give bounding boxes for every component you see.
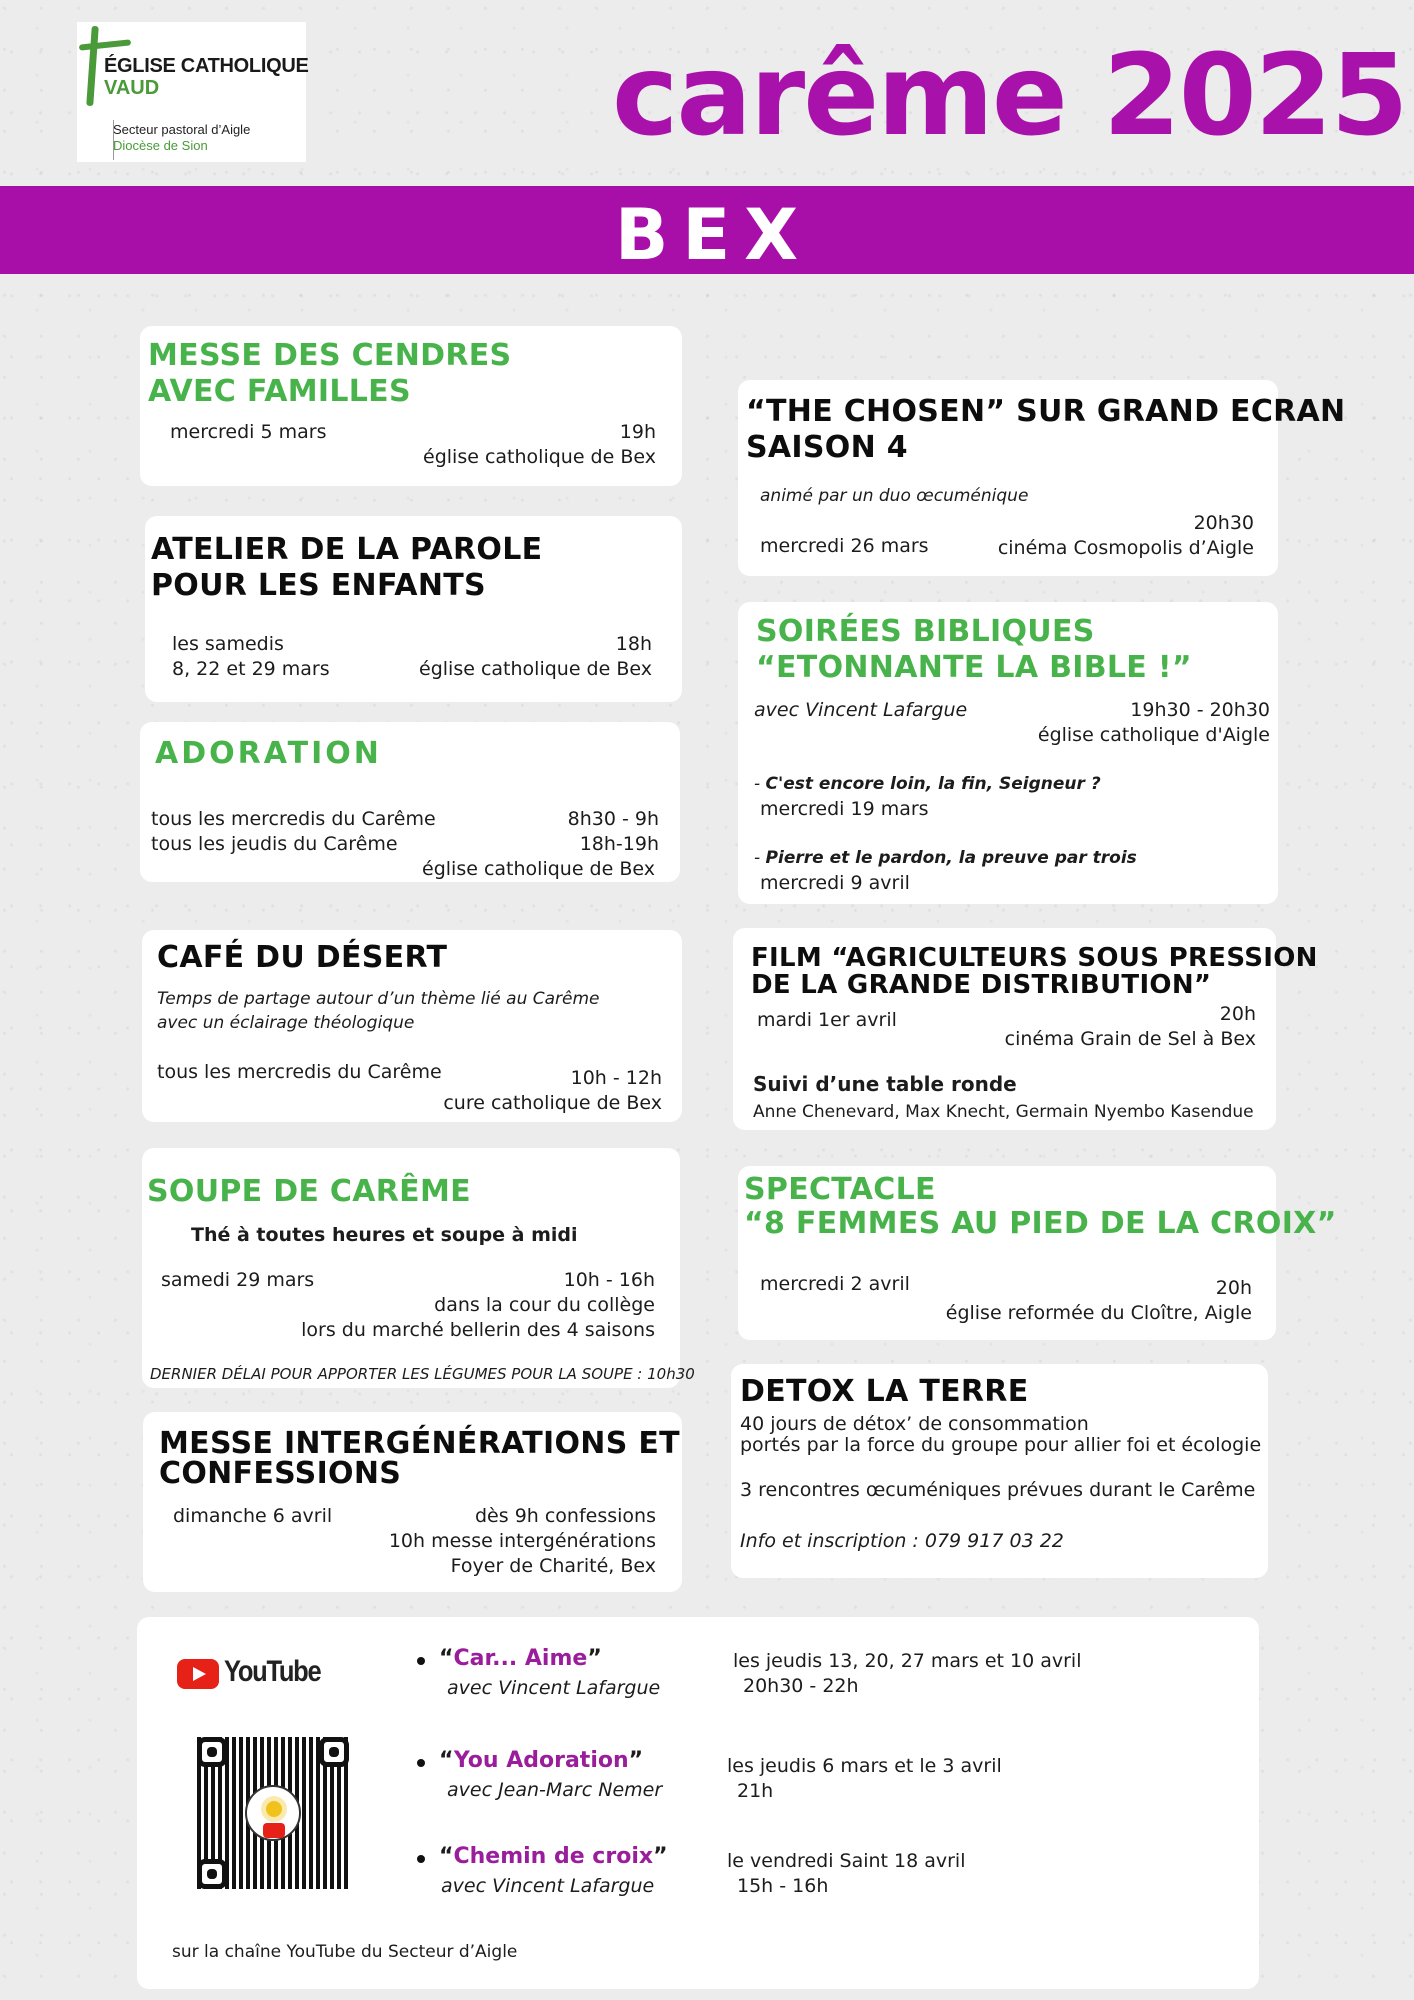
diocese-logo <box>77 22 309 162</box>
event-title: “THE CHOSEN” SUR GRAND ECRAN <box>746 394 1346 429</box>
event-description: 40 jours de détox’ de consommation <box>740 1413 1089 1435</box>
event-time: 10h - 16h <box>563 1269 655 1291</box>
event-card-soirees-bibliques <box>738 602 1278 904</box>
event-description: Temps de partage autour d’un thème lié au Carême <box>157 989 600 1009</box>
event-time: 18h <box>615 633 652 655</box>
qr-code[interactable] <box>197 1737 349 1889</box>
event-subtitle: Thé à toutes heures et soupe à midi <box>191 1224 578 1246</box>
event-time: 18h-19h <box>579 833 659 855</box>
session-title: - C'est encore loin, la fin, Seigneur ? <box>754 774 1101 794</box>
event-date: mercredi 26 mars <box>760 535 929 557</box>
event-card-soupe-careme <box>142 1148 695 1388</box>
event-place: cure catholique de Bex <box>443 1092 662 1114</box>
location-label: BEX <box>615 194 813 276</box>
event-date: samedi 29 mars <box>161 1269 315 1291</box>
event-card-the-chosen <box>738 380 1346 576</box>
event-note: DERNIER DÉLAI POUR APPORTER LES LÉGUMES POUR LA SOUPE : 10h30 <box>150 1365 695 1383</box>
event-place: église catholique d'Aigle <box>1037 724 1270 746</box>
event-time: 8h30 - 9h <box>567 808 659 830</box>
youtube-panel: YouTube “Car... Aime” avec Vincent Lafargue les jeudis 13, 20, 27 mars et 10 avril 20h30 - 22h “You Adoration” avec Jean-Marc Nemer les jeudis 6 mars et le 3 avril 21h “Chemin de croix” avec Vincent Lafargue le vendredi Saint 18 avril 15h - 16h sur la chaîne YouTube du Secteur d’Aigle <box>137 1617 1259 1989</box>
event-detail: dès 9h confessions <box>475 1505 656 1527</box>
event-card-film-agriculteurs <box>733 928 1318 1130</box>
event-place: cinéma Grain de Sel à Bex <box>1004 1028 1256 1050</box>
session-title: - Pierre et le pardon, la preuve par trois <box>754 848 1137 868</box>
event-time: 19h30 - 20h30 <box>1130 699 1270 721</box>
event-date: mercredi 2 avril <box>760 1273 910 1295</box>
logo-sector: Secteur pastoral d’Aigle <box>113 122 251 137</box>
qr-finder-icon <box>197 1859 227 1889</box>
event-title: ADORATION <box>155 736 382 771</box>
event-date: 8, 22 et 29 mars <box>172 658 330 680</box>
youtube-channel-note: sur la chaîne YouTube du Secteur d’Aigle <box>172 1942 518 1962</box>
event-time: 20h30 <box>1193 512 1254 534</box>
logo-line-2: VAUD <box>104 77 160 99</box>
event-place: lors du marché bellerin des 4 saisons <box>301 1319 655 1341</box>
event-card-detox-terre <box>731 1364 1268 1578</box>
event-date: les samedis <box>172 633 284 655</box>
youtube-show-host: avec Vincent Lafargue <box>447 1677 661 1699</box>
youtube-show-when: les jeudis 13, 20, 27 mars et 10 avril <box>733 1650 1082 1672</box>
event-info-phone: Info et inscription : 079 917 03 22 <box>740 1530 1064 1552</box>
youtube-show-host: avec Vincent Lafargue <box>441 1875 655 1897</box>
event-card-messe-intergenerations <box>143 1412 682 1592</box>
event-place: église catholique de Bex <box>423 446 656 468</box>
youtube-show-time: 20h30 - 22h <box>743 1675 859 1697</box>
event-title: DETOX LA TERRE <box>740 1374 1029 1409</box>
event-description: portés par la force du groupe pour allier foi et écologie <box>740 1434 1262 1456</box>
event-place: cinéma Cosmopolis d’Aigle <box>997 537 1254 559</box>
logo-line-1: ÉGLISE CATHOLIQUE <box>104 55 309 77</box>
event-time: 20h <box>1219 1003 1256 1025</box>
event-place: église reformée du Cloître, Aigle <box>945 1302 1252 1324</box>
event-date: mardi 1er avril <box>757 1009 897 1031</box>
event-title: SAISON 4 <box>746 430 908 465</box>
youtube-show-title[interactable]: “Chemin de croix” <box>439 1844 668 1869</box>
event-title: FILM “AGRICULTEURS SOUS PRESSION <box>751 943 1318 973</box>
event-title: MESSE DES CENDRES <box>148 338 512 373</box>
event-time: 19h <box>619 421 656 443</box>
youtube-show-time: 21h <box>737 1780 774 1802</box>
event-card-adoration <box>140 722 680 882</box>
youtube-show-when: le vendredi Saint 18 avril <box>727 1850 966 1872</box>
event-title: ATELIER DE LA PAROLE <box>151 532 543 567</box>
event-description: avec un éclairage théologique <box>157 1013 415 1033</box>
event-place: dans la cour du collège <box>434 1294 655 1316</box>
event-title: MESSE INTERGÉNÉRATIONS ET <box>159 1426 680 1461</box>
event-title: SOIRÉES BIBLIQUES <box>756 614 1095 649</box>
event-title: DE LA GRANDE DISTRIBUTION” <box>751 970 1212 1000</box>
event-panel: Anne Chenevard, Max Knecht, Germain Nyembo Kasendue <box>753 1102 1254 1122</box>
event-when: tous les jeudis du Carême <box>151 833 398 855</box>
event-card-atelier-parole <box>145 516 682 702</box>
youtube-show-host: avec Jean-Marc Nemer <box>447 1779 663 1801</box>
youtube-show-title[interactable]: “Car... Aime” <box>439 1646 602 1671</box>
youtube-play-icon <box>177 1659 219 1689</box>
event-time: 20h <box>1215 1277 1252 1299</box>
event-title: “8 FEMMES AU PIED DE LA CROIX” <box>744 1206 1337 1241</box>
event-date: tous les mercredis du Carême <box>157 1061 442 1083</box>
event-card-messe-cendres <box>140 326 682 486</box>
event-title: POUR LES ENFANTS <box>151 568 486 603</box>
qr-center-logo <box>245 1785 301 1841</box>
event-card-spectacle <box>738 1166 1337 1340</box>
bullet-icon <box>417 1759 425 1767</box>
location-banner <box>0 186 1414 274</box>
bullet-icon <box>417 1855 425 1863</box>
youtube-mini-icon <box>263 1823 285 1838</box>
qr-finder-icon <box>319 1737 349 1767</box>
youtube-show-when: les jeudis 6 mars et le 3 avril <box>727 1755 1002 1777</box>
event-subtitle: animé par un duo œcuménique <box>760 486 1029 506</box>
event-card-cafe-desert <box>142 930 682 1122</box>
cross-bar-icon <box>79 39 131 50</box>
event-when: tous les mercredis du Carême <box>151 808 436 830</box>
event-place: église catholique de Bex <box>419 658 652 680</box>
event-title: AVEC FAMILLES <box>148 374 411 409</box>
cross-icon <box>86 26 99 106</box>
logo-diocese: Diocèse de Sion <box>113 138 208 153</box>
session-date: mercredi 19 mars <box>760 798 929 820</box>
sun-icon <box>266 1801 282 1817</box>
event-place: Foyer de Charité, Bex <box>450 1555 656 1577</box>
event-detail: 10h messe intergénérations <box>388 1530 656 1552</box>
qr-finder-icon <box>197 1737 227 1767</box>
event-date: dimanche 6 avril <box>173 1505 333 1527</box>
event-date: mercredi 5 mars <box>170 421 327 443</box>
youtube-show-title[interactable]: “You Adoration” <box>439 1748 644 1773</box>
youtube-show-time: 15h - 16h <box>737 1875 829 1897</box>
bullet-icon <box>417 1657 425 1665</box>
event-followup: Suivi d’une table ronde <box>753 1072 1017 1096</box>
event-title: “ETONNANTE LA BIBLE !” <box>756 650 1192 685</box>
event-time: 10h - 12h <box>570 1067 662 1089</box>
event-title: SPECTACLE <box>744 1172 936 1207</box>
event-title: CAFÉ DU DÉSERT <box>157 940 448 975</box>
event-title: SOUPE DE CARÊME <box>147 1174 471 1209</box>
session-date: mercredi 9 avril <box>760 872 910 894</box>
event-meetings: 3 rencontres œcuméniques prévues durant le Carême <box>740 1479 1256 1501</box>
event-speaker: avec Vincent Lafargue <box>754 699 968 721</box>
event-title: CONFESSIONS <box>159 1456 402 1491</box>
page-title: carême 2025 <box>612 31 1407 161</box>
event-place: église catholique de Bex <box>422 858 655 880</box>
